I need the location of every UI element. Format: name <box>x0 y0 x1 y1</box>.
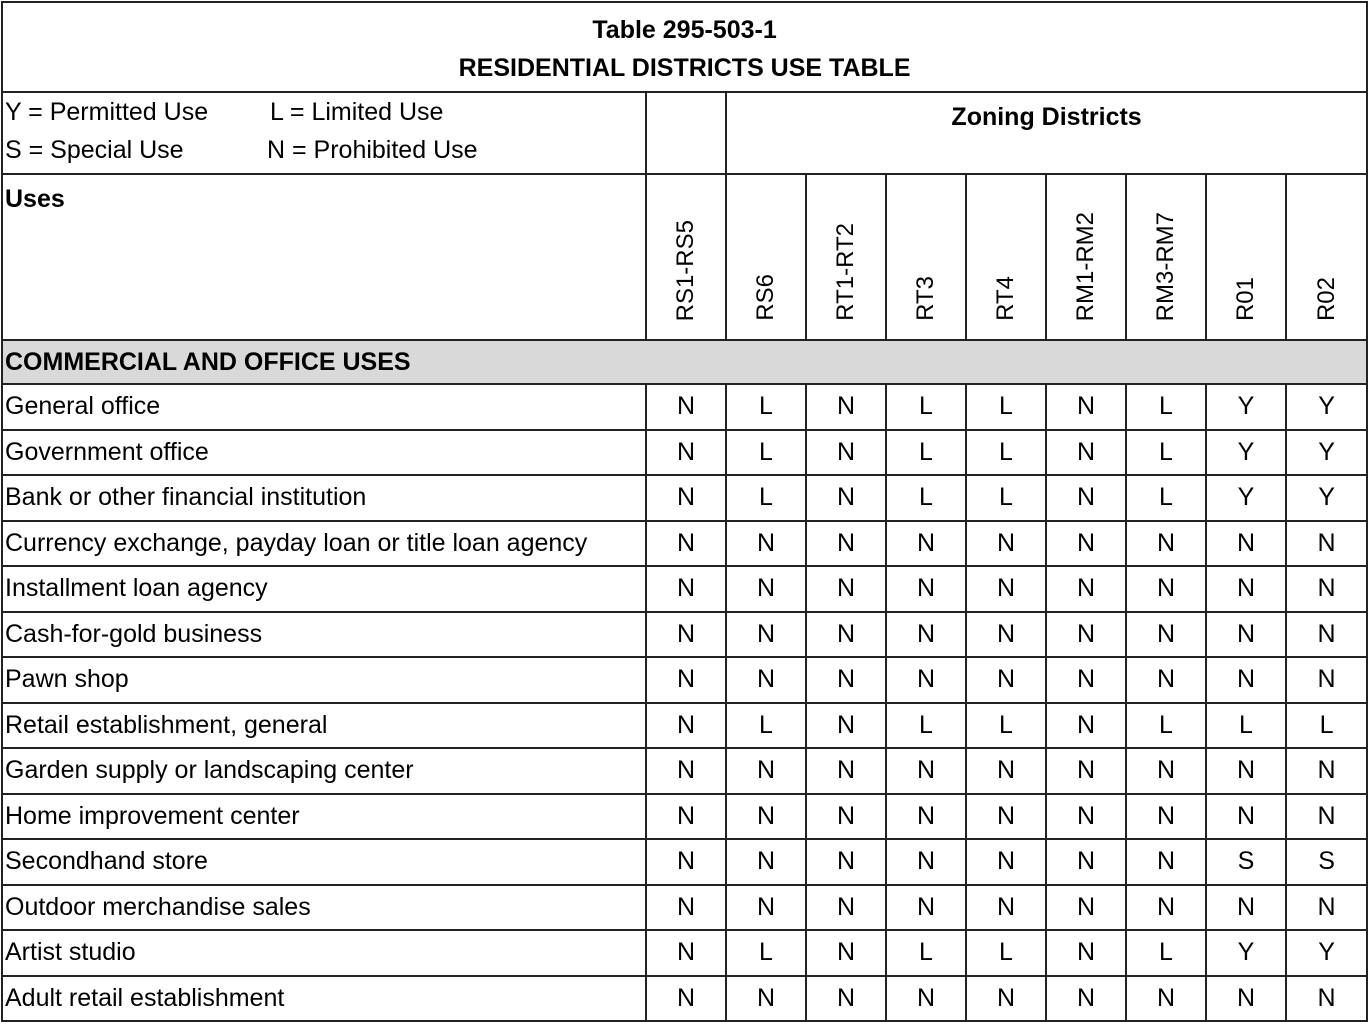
district-label: RM3-RM7 <box>1152 211 1179 321</box>
permission-cell: N <box>1046 794 1126 840</box>
title-row <box>2 2 1367 92</box>
permission-cell: N <box>1286 885 1367 931</box>
permission-cell: N <box>646 794 726 840</box>
permission-cell: N <box>966 748 1046 794</box>
permission-cell: L <box>1286 703 1367 749</box>
district-header <box>646 174 726 340</box>
permission-cell: Y <box>1286 930 1367 976</box>
permission-cell: N <box>806 976 886 1022</box>
permission-cell: L <box>886 475 966 521</box>
district-label: R01 <box>1232 276 1259 321</box>
permission-cell: N <box>646 566 726 612</box>
permission-cell: N <box>1286 566 1367 612</box>
permission-cell: N <box>1046 384 1126 430</box>
permission-cell: N <box>646 430 726 476</box>
permission-cell: N <box>1046 612 1126 658</box>
use-name: Outdoor merchandise sales <box>2 885 646 931</box>
table-row <box>2 703 1367 749</box>
permission-cell: N <box>1046 885 1126 931</box>
use-name: Pawn shop <box>2 657 646 703</box>
permission-cell: N <box>646 521 726 567</box>
table-row <box>2 839 1367 885</box>
permission-cell: N <box>806 430 886 476</box>
permission-cell: N <box>1286 612 1367 658</box>
permission-cell: L <box>966 930 1046 976</box>
permission-cell: N <box>1206 748 1286 794</box>
permission-cell: N <box>966 657 1046 703</box>
permission-cell: N <box>646 748 726 794</box>
use-name: Currency exchange, payday loan or title loan agency <box>2 521 646 567</box>
permission-cell: N <box>966 521 1046 567</box>
permission-cell: Y <box>1286 384 1367 430</box>
permission-cell: N <box>806 930 886 976</box>
permission-cell: L <box>1126 475 1206 521</box>
table-row <box>2 521 1367 567</box>
use-table <box>1 1 1368 1022</box>
permission-cell: N <box>1286 657 1367 703</box>
district-label: RT1-RT2 <box>832 223 859 321</box>
permission-cell: L <box>886 384 966 430</box>
permission-cell: S <box>1286 839 1367 885</box>
permission-cell: N <box>1206 521 1286 567</box>
permission-cell: N <box>1206 794 1286 840</box>
table-row <box>2 566 1367 612</box>
permission-cell: L <box>726 475 806 521</box>
permission-cell: L <box>726 430 806 476</box>
permission-cell: N <box>646 475 726 521</box>
permission-cell: L <box>1206 703 1286 749</box>
permission-cell: N <box>646 657 726 703</box>
permission-cell: L <box>886 430 966 476</box>
permission-cell: L <box>886 930 966 976</box>
legend <box>2 92 646 174</box>
permission-cell: N <box>1126 748 1206 794</box>
permission-cell: N <box>1286 521 1367 567</box>
table-number: Table 295-503-1 <box>592 16 777 44</box>
legend-row <box>2 92 1367 174</box>
permission-cell: N <box>646 885 726 931</box>
permission-cell: N <box>886 521 966 567</box>
district-label: R02 <box>1312 276 1340 321</box>
permission-cell: L <box>966 384 1046 430</box>
permission-cell: N <box>966 885 1046 931</box>
use-name: Cash-for-gold business <box>2 612 646 658</box>
uses-header: Uses <box>2 174 646 340</box>
permission-cell: Y <box>1206 384 1286 430</box>
table-row <box>2 475 1367 521</box>
permission-cell: N <box>886 885 966 931</box>
permission-cell: N <box>806 794 886 840</box>
permission-cell: N <box>1126 976 1206 1022</box>
permission-cell: N <box>726 748 806 794</box>
permission-cell: Y <box>1206 430 1286 476</box>
permission-cell: N <box>1206 885 1286 931</box>
permission-cell: N <box>646 976 726 1022</box>
table-row <box>2 885 1367 931</box>
permission-cell: N <box>726 612 806 658</box>
permission-cell: N <box>1046 566 1126 612</box>
permission-cell: N <box>726 885 806 931</box>
permission-cell: N <box>1206 657 1286 703</box>
permission-cell: N <box>1126 885 1206 931</box>
permission-cell: N <box>806 612 886 658</box>
permission-cell: N <box>1046 976 1126 1022</box>
permission-cell: N <box>806 566 886 612</box>
permission-cell: N <box>1046 521 1126 567</box>
district-header <box>1126 174 1206 340</box>
permission-cell: Y <box>1206 930 1286 976</box>
permission-cell: L <box>726 384 806 430</box>
permission-cell: N <box>1286 794 1367 840</box>
permission-cell: N <box>646 839 726 885</box>
district-header-row <box>2 174 1367 340</box>
table-row <box>2 794 1367 840</box>
section-row <box>2 340 1367 384</box>
permission-cell: N <box>886 612 966 658</box>
permission-cell: N <box>646 384 726 430</box>
district-label: RT4 <box>992 276 1019 321</box>
district-header <box>886 174 966 340</box>
section-title: COMMERCIAL AND OFFICE USES <box>2 340 1367 384</box>
permission-cell: L <box>966 703 1046 749</box>
permission-cell: N <box>1046 475 1126 521</box>
table-row <box>2 430 1367 476</box>
district-label: RT3 <box>912 276 939 321</box>
permission-cell: N <box>886 657 966 703</box>
permission-cell: N <box>806 521 886 567</box>
table-row <box>2 748 1367 794</box>
table-title <box>2 2 1367 92</box>
permission-cell: N <box>1126 612 1206 658</box>
district-header <box>806 174 886 340</box>
permission-cell: N <box>646 612 726 658</box>
permission-cell: N <box>966 976 1046 1022</box>
permission-cell: N <box>886 839 966 885</box>
permission-cell: S <box>1206 839 1286 885</box>
permission-cell: N <box>1126 794 1206 840</box>
permission-cell: N <box>886 748 966 794</box>
use-name: Secondhand store <box>2 839 646 885</box>
permission-cell: N <box>806 657 886 703</box>
district-label: RM1-RM2 <box>1072 211 1099 321</box>
use-name: Bank or other financial institution <box>2 475 646 521</box>
permission-cell: N <box>726 657 806 703</box>
permission-cell: N <box>1206 976 1286 1022</box>
use-name: Installment loan agency <box>2 566 646 612</box>
district-header <box>726 174 806 340</box>
permission-cell: N <box>1046 430 1126 476</box>
permission-cell: N <box>1126 566 1206 612</box>
permission-cell: Y <box>1206 475 1286 521</box>
table-row <box>2 657 1367 703</box>
permission-cell: N <box>726 976 806 1022</box>
permission-cell: N <box>1286 748 1367 794</box>
permission-cell: L <box>1126 430 1206 476</box>
permission-cell: Y <box>1286 430 1367 476</box>
table-row <box>2 976 1367 1022</box>
legend-limited: L = Limited Use <box>270 98 444 126</box>
permission-cell: N <box>886 976 966 1022</box>
permission-cell: N <box>726 839 806 885</box>
permission-cell: N <box>806 703 886 749</box>
permission-cell: L <box>1126 703 1206 749</box>
table-row <box>2 930 1367 976</box>
district-header <box>966 174 1046 340</box>
permission-cell: N <box>806 384 886 430</box>
permission-cell: L <box>726 930 806 976</box>
zoning-districts-header: Zoning Districts <box>726 92 1367 174</box>
permission-cell: N <box>1046 930 1126 976</box>
permission-cell: N <box>886 794 966 840</box>
use-name: Garden supply or landscaping center <box>2 748 646 794</box>
permission-cell: N <box>1046 657 1126 703</box>
permission-cell: N <box>1046 703 1126 749</box>
permission-cell: N <box>1206 612 1286 658</box>
permission-cell: N <box>1126 521 1206 567</box>
permission-cell: L <box>1126 384 1206 430</box>
legend-spacer <box>646 92 726 174</box>
permission-cell: N <box>726 794 806 840</box>
use-name: Adult retail establishment <box>2 976 646 1022</box>
permission-cell: N <box>646 703 726 749</box>
permission-cell: N <box>1046 839 1126 885</box>
permission-cell: N <box>1126 657 1206 703</box>
permission-cell: L <box>966 475 1046 521</box>
permission-cell: N <box>726 566 806 612</box>
permission-cell: N <box>966 839 1046 885</box>
permission-cell: Y <box>1286 475 1367 521</box>
permission-cell: N <box>806 885 886 931</box>
permission-cell: N <box>806 475 886 521</box>
permission-cell: N <box>1046 748 1126 794</box>
legend-prohibited: N = Prohibited Use <box>267 136 478 164</box>
legend-permitted: Y = Permitted Use <box>5 98 209 126</box>
permission-cell: L <box>886 703 966 749</box>
permission-cell: N <box>1286 976 1367 1022</box>
district-label: RS1-RS5 <box>672 219 699 321</box>
permission-cell: N <box>886 566 966 612</box>
legend-special: S = Special Use <box>5 136 184 164</box>
use-name: General office <box>2 384 646 430</box>
table-row <box>2 612 1367 658</box>
permission-cell: L <box>1126 930 1206 976</box>
permission-cell: N <box>806 839 886 885</box>
permission-cell: N <box>966 566 1046 612</box>
district-header <box>1206 174 1286 340</box>
table-row <box>2 384 1367 430</box>
permission-cell: L <box>966 430 1046 476</box>
permission-cell: N <box>966 612 1046 658</box>
permission-cell: N <box>1126 839 1206 885</box>
district-header <box>1286 174 1367 340</box>
use-name: Artist studio <box>2 930 646 976</box>
permission-cell: L <box>726 703 806 749</box>
permission-cell: N <box>1206 566 1286 612</box>
use-name: Government office <box>2 430 646 476</box>
permission-cell: N <box>806 748 886 794</box>
use-name: Retail establishment, general <box>2 703 646 749</box>
permission-cell: N <box>726 521 806 567</box>
use-name: Home improvement center <box>2 794 646 840</box>
permission-cell: N <box>646 930 726 976</box>
permission-cell: N <box>966 794 1046 840</box>
district-label: RS6 <box>752 274 779 321</box>
district-header <box>1046 174 1126 340</box>
table-name: RESIDENTIAL DISTRICTS USE TABLE <box>458 54 911 82</box>
